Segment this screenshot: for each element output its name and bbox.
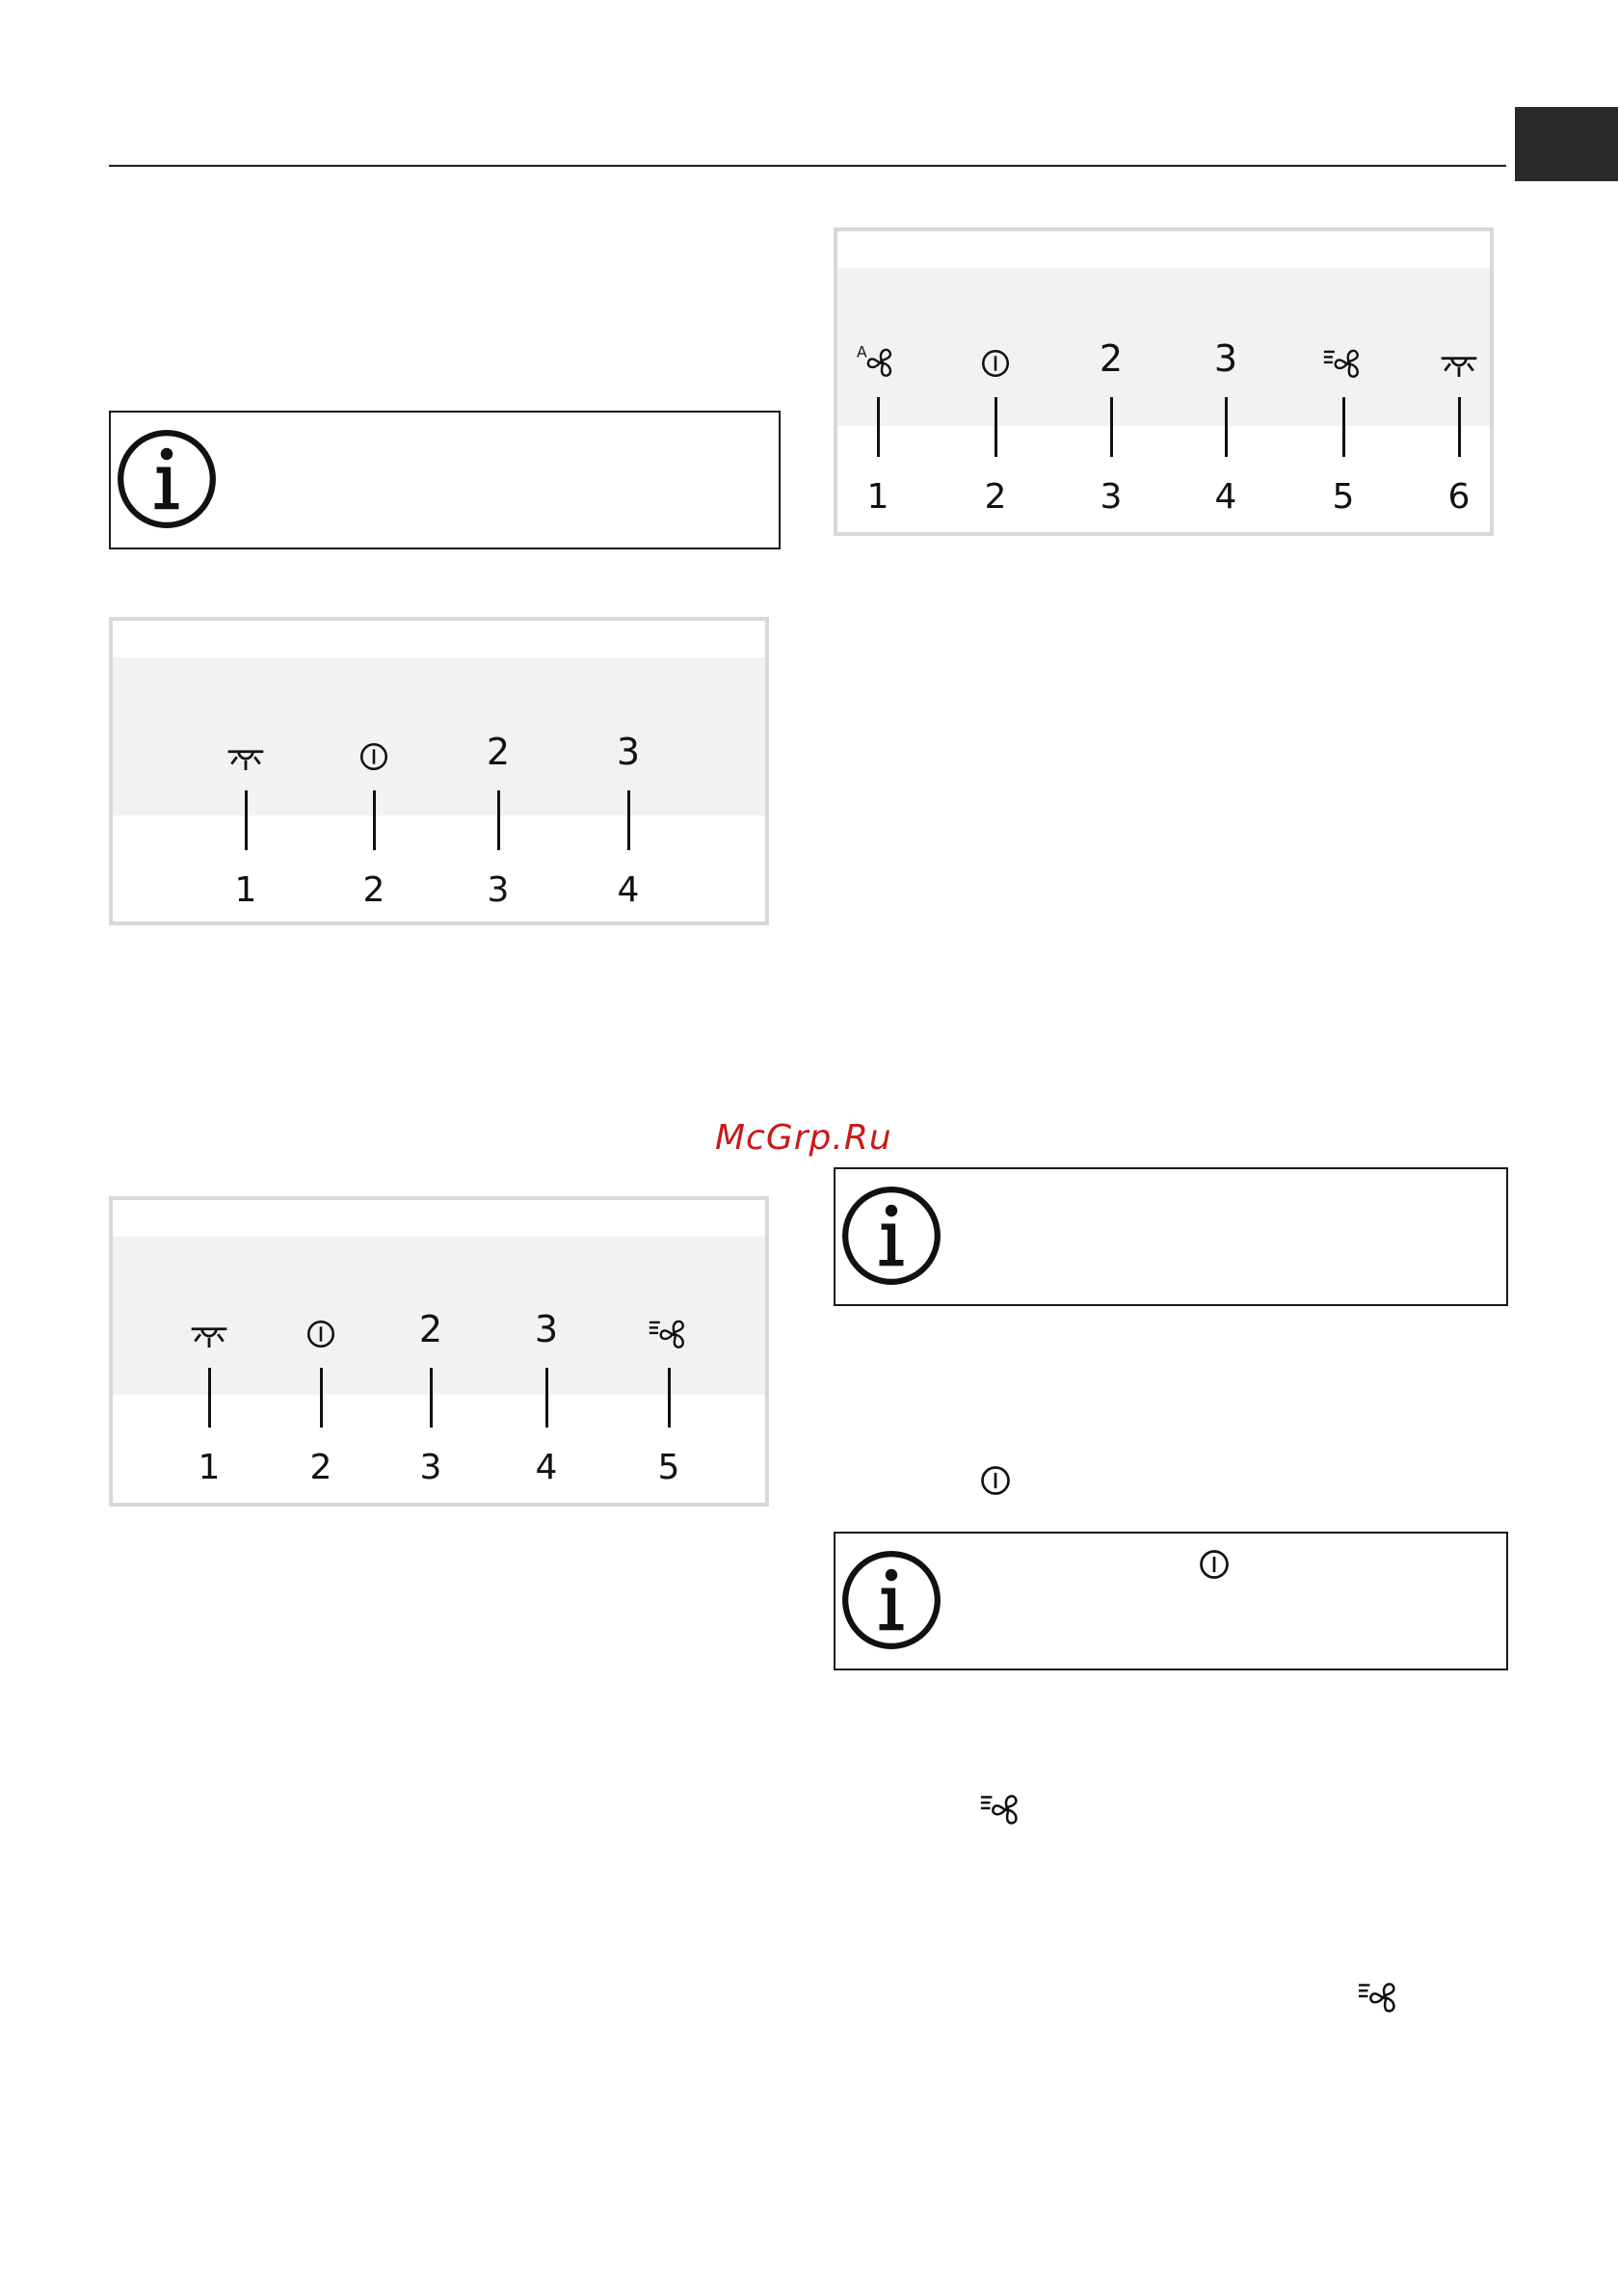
speed-3-label: 3	[534, 1308, 559, 1350]
intensive-fan-icon	[648, 1314, 690, 1350]
header-rule	[109, 165, 1506, 167]
intensive-fan-icon	[1322, 343, 1365, 380]
light-icon	[1438, 353, 1480, 380]
control-panel-5-buttons	[109, 1196, 769, 1507]
panel6-button-5	[1305, 337, 1382, 517]
light-icon	[188, 1323, 230, 1350]
language-tab	[1515, 107, 1618, 181]
watermark: McGrp.Ru	[715, 1118, 892, 1158]
panel6-button-4	[1187, 337, 1264, 517]
speed-3-label: 3	[1213, 337, 1238, 380]
panel5-button-2	[282, 1308, 359, 1487]
callout-number: 1	[198, 1448, 221, 1487]
callout-number: 4	[1214, 477, 1237, 517]
panel4-button-4	[590, 731, 667, 910]
info-icon	[841, 1186, 942, 1286]
panel4-button-2	[335, 731, 412, 910]
speed-2-label: 2	[1099, 337, 1124, 380]
callout-number: 4	[535, 1448, 558, 1487]
power-icon	[305, 1318, 337, 1350]
panel4-button-1	[207, 731, 284, 910]
panel6-button-3	[1073, 337, 1150, 517]
auto-fan-icon	[857, 341, 899, 380]
intensive-fan-icon	[979, 1788, 1023, 1827]
panel6-button-1	[839, 337, 916, 517]
panel5-button-1	[171, 1308, 248, 1487]
panel4-button-3	[460, 731, 537, 910]
power-icon	[979, 347, 1012, 380]
panel5-button-3	[392, 1308, 469, 1487]
panel5-button-5	[630, 1308, 707, 1487]
callout-number: 3	[487, 870, 510, 910]
power-icon	[1197, 1547, 1232, 1582]
speed-2-label: 2	[418, 1308, 443, 1350]
callout-number: 3	[419, 1448, 442, 1487]
callout-number: 1	[866, 477, 889, 517]
info-note-box	[834, 1167, 1508, 1306]
callout-number: 4	[617, 870, 640, 910]
speed-2-label: 2	[486, 731, 511, 773]
callout-number: 2	[984, 477, 1007, 517]
panel5-button-4	[508, 1308, 585, 1487]
panel6-button-2	[957, 337, 1034, 517]
power-icon	[358, 740, 390, 773]
callout-number: 6	[1447, 477, 1471, 517]
light-icon	[225, 746, 267, 773]
callout-number: 2	[309, 1448, 332, 1487]
callout-number: 1	[234, 870, 257, 910]
control-panel-4-buttons	[109, 617, 769, 925]
callout-number: 3	[1100, 477, 1123, 517]
speed-3-label: 3	[616, 731, 641, 773]
control-panel-6-buttons	[834, 227, 1494, 536]
info-note-box	[109, 411, 781, 549]
callout-number: 2	[362, 870, 385, 910]
info-icon	[841, 1550, 942, 1650]
info-icon	[117, 429, 217, 529]
intensive-fan-icon	[1357, 1976, 1401, 2015]
power-icon	[978, 1463, 1013, 1498]
callout-number: 5	[1332, 477, 1355, 517]
callout-number: 5	[657, 1448, 680, 1487]
panel6-button-6	[1420, 337, 1494, 517]
info-note-box	[834, 1532, 1508, 1670]
